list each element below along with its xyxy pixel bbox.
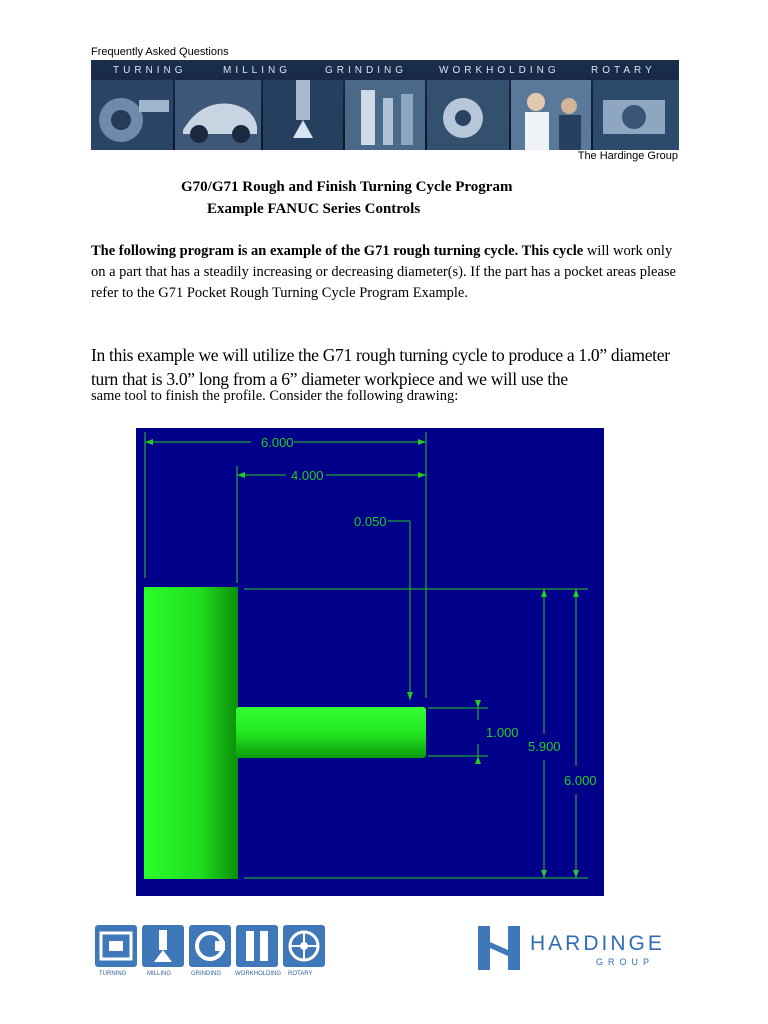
doc-title-line1: G70/G71 Rough and Finish Turning Cycle Program <box>181 179 513 195</box>
dim-face-to-end: 4.000 <box>291 468 324 483</box>
footer-label-workholding: WORKHOLDING <box>235 971 282 977</box>
banner-category-rotary: ROTARY <box>591 65 656 76</box>
example-paragraph: In this example we will utilize the G71 rough turning cycle to produce a 1.0” diameter turn that is 3.0” long from a 6” diameter workpiece and we will use the <box>91 345 670 389</box>
hardinge-h-icon <box>478 924 524 972</box>
intro-rest: will work only on a part that has a steadily increasing or decreasing diameter(s). If the part has a pocket areas please refer to the G71 Pocket Rough Turning Cycle Program Example. <box>91 243 676 301</box>
dim-turn-diameter: 1.000 <box>486 725 519 740</box>
grinding-icon <box>189 925 231 967</box>
footer-label-milling: MILLING <box>147 971 172 977</box>
example-tail: same tool to finish the profile. Consider the following drawing: <box>91 388 459 404</box>
dim-inner-diameter: 5.900 <box>528 739 561 754</box>
dim-stock-diameter: 6.000 <box>564 773 597 788</box>
company-label: The Hardinge Group <box>577 150 678 162</box>
dim-overall-length: 6.000 <box>261 435 294 450</box>
header-banner <box>91 60 679 150</box>
intro-paragraph <box>91 241 681 304</box>
part-shaft <box>236 707 426 758</box>
workholding-icon <box>236 925 278 967</box>
part-drawing <box>136 428 604 896</box>
part-flange <box>144 587 238 879</box>
banner-categories <box>91 65 679 77</box>
part-drawing-svg <box>136 428 604 896</box>
footer-label-rotary: ROTARY <box>288 971 313 977</box>
banner-category-workholding: WORKHOLDING <box>439 65 560 76</box>
banner-category-grinding: GRINDING <box>325 65 407 76</box>
logo-group: GROUP <box>596 957 655 967</box>
rotary-icon <box>283 925 325 967</box>
banner-category-turning: TURNING <box>113 65 187 76</box>
milling-icon <box>142 925 184 967</box>
logo-word: HARDINGE <box>530 932 665 955</box>
footer-label-grinding: GRINDING <box>191 971 221 977</box>
banner-category-milling: MILLING <box>223 65 292 76</box>
dim-offset: 0.050 <box>354 514 387 529</box>
turning-icon <box>95 925 137 967</box>
doc-title-line2: Example FANUC Series Controls <box>207 201 421 217</box>
footer-label-turning: TURNING <box>99 971 127 977</box>
footer-icons <box>95 925 330 980</box>
intro-lead: The following program is an example of the G71 rough turning cycle. This cycle <box>91 243 584 259</box>
hardinge-logo <box>478 924 678 974</box>
faq-label: Frequently Asked Questions <box>91 46 229 58</box>
